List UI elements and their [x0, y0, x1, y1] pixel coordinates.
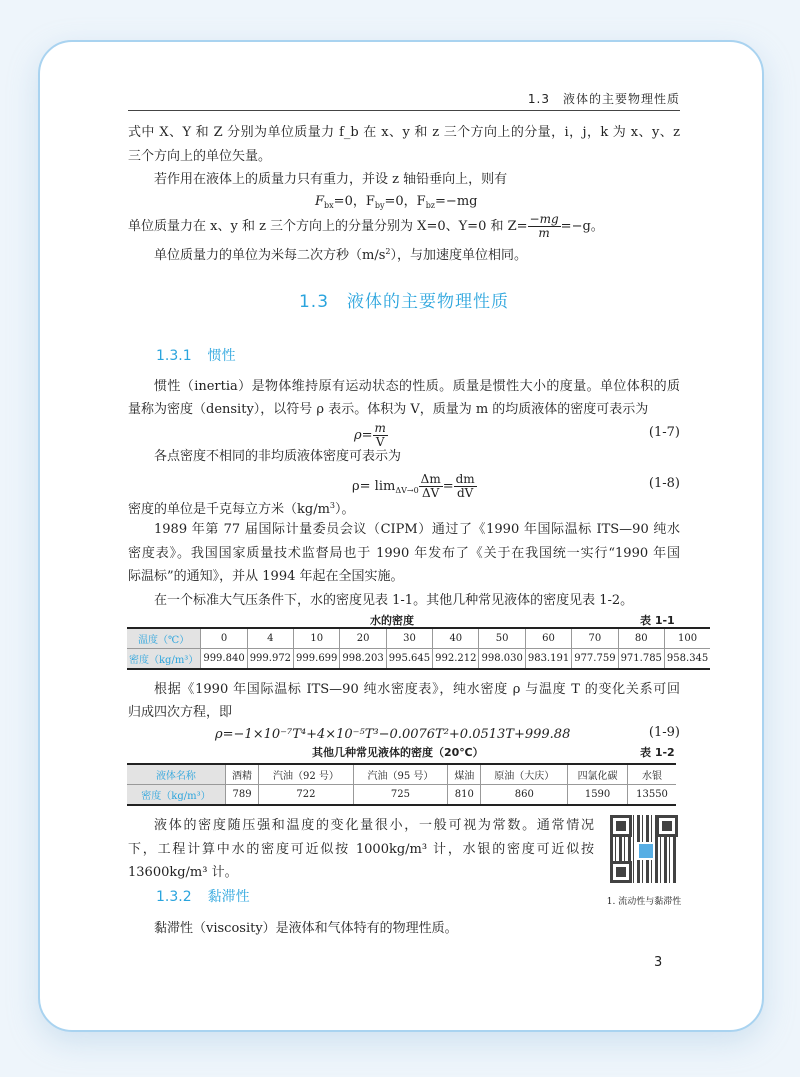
text-line: 密度表》。我国国家质量技术监督局也于 1990 年发布了《关于在我国统一实行“1990 年国: [128, 546, 680, 561]
row-header: 密度（kg/m³）: [127, 649, 201, 670]
qr-caption: 1. 流动性与黏滞性: [606, 897, 682, 907]
formula-part: bz: [425, 201, 436, 210]
subsection-number: 1.3.1: [156, 348, 192, 364]
superscript: 2: [385, 247, 391, 256]
text-part: 单位质量力在 x、y 和 z 三个方向上的分量分别为 X=0、Y=0 和 Z=: [128, 219, 528, 234]
table-cell: 999.840: [201, 649, 247, 670]
text-part: ），与加速度单位相同。: [390, 248, 527, 263]
table-cell: 860: [481, 785, 568, 806]
table-cell: 30: [386, 628, 432, 649]
text-line: 式中 X、Y 和 Z 分别为单位质量力 f_b 在 x、y 和 z 三个方向上的分量，i，j，k 为 x、y、z: [128, 125, 680, 140]
table-cell: 50: [479, 628, 525, 649]
formula-part: =0，F: [333, 194, 375, 209]
text-line: 在一个标准大气压条件下，水的密度见表 1-1。其他几种常见液体的密度见表 1-2。: [154, 593, 634, 608]
formula-part: =: [442, 479, 454, 494]
text-part: ）。: [335, 502, 355, 517]
text-part: 密度的单位是千克每立方米（kg/m: [128, 502, 330, 517]
table-1-1-title: 水的密度: [370, 614, 414, 627]
table-cell: 4: [247, 628, 293, 649]
table-cell: 958.345: [664, 649, 710, 670]
row-header: 温度（℃）: [127, 628, 201, 649]
liquid-density-table: [127, 763, 676, 806]
table-cell: 四氯化碳: [568, 764, 628, 785]
table-1-1-label: 表 1-1: [640, 614, 675, 627]
superscript: 3: [329, 501, 336, 510]
table-cell: 10: [294, 628, 340, 649]
table-cell: 水银: [628, 764, 676, 785]
text-line: 1989 年第 77 届国际计量委员会议（CIPM）通过了《1990 年国际温标 ITS—90 纯水: [154, 522, 680, 537]
text-line: 归成四次方程，即: [128, 705, 233, 720]
text-line: 三个方向上的单位矢量。: [128, 149, 272, 164]
table-cell: 40: [433, 628, 479, 649]
qr-logo-icon: [637, 842, 655, 860]
equation-number: (1-8): [648, 476, 680, 491]
table-cell: 789: [225, 785, 258, 806]
formula-part: =0，F: [384, 194, 426, 209]
text-line: 际温标”的通知》，并从 1994 年起在全国实施。: [128, 569, 404, 584]
running-header: 1.3 液体的主要物理性质: [527, 92, 680, 106]
text-line: 各点密度不相同的非均质液体密度可表示为: [154, 449, 402, 464]
subsection-title-inertia: [156, 345, 236, 365]
text-line: 量称为密度（density），以符号 ρ 表示。体积为 V，质量为 m 的均质液体的密度可表示为: [128, 402, 649, 417]
text-line: [128, 496, 680, 520]
table-cell: 60: [525, 628, 571, 649]
water-density-table: [127, 627, 710, 670]
text-line: 13600kg/m³ 计。: [128, 865, 238, 880]
section-title: 1.3 液体的主要物理性质: [298, 292, 510, 312]
table-cell: 971.785: [618, 649, 664, 670]
table-cell: 70: [572, 628, 618, 649]
table-cell: 汽油（92 号）: [259, 764, 353, 785]
formula-part: =−mg: [435, 194, 478, 209]
table-cell: 原油（大庆）: [481, 764, 568, 785]
row-header: 液体名称: [127, 764, 225, 785]
formula-part: bx: [324, 201, 334, 210]
numerator: −mg: [529, 212, 559, 226]
table-cell: 998.030: [479, 649, 525, 670]
table-cell: 992.212: [433, 649, 479, 670]
table-cell: 810: [448, 785, 481, 806]
table-1-2-title: 其他几种常见液体的密度（20℃）: [312, 746, 484, 759]
subsection-number: 1.3.2: [156, 889, 192, 905]
table-cell: 煤油: [448, 764, 481, 785]
table-cell: 酒精: [225, 764, 258, 785]
row-header: 密度（kg/m³）: [127, 785, 225, 806]
equation-number: (1-9): [648, 725, 680, 740]
formula-part: F: [315, 194, 325, 209]
fraction: [528, 213, 561, 240]
text-line: 若作用在液体上的质量力只有重力，并设 z 轴铅垂向上，则有: [154, 172, 508, 187]
text-line: 下，工程计算中水的密度可近似按 1000kg/m³ 计，水银的密度可近似按: [128, 842, 594, 857]
subsection-label: 黏滞性: [207, 889, 250, 905]
table-cell: 983.191: [525, 649, 571, 670]
formula-part: by: [374, 201, 385, 210]
qr-finder: [656, 815, 678, 837]
table-row: [127, 628, 710, 649]
qr-finder: [610, 815, 632, 837]
formula-part: ρ= lim: [352, 479, 396, 494]
subsection-label: 惯性: [207, 348, 236, 364]
text-line: [128, 213, 680, 240]
text-part: =−g。: [560, 219, 604, 234]
table-cell: 999.972: [247, 649, 293, 670]
text-line: 黏滞性（viscosity）是液体和气体特有的物理性质。: [154, 921, 458, 936]
numerator: dm: [455, 472, 475, 486]
denominator: V: [375, 435, 385, 449]
denominator: dV: [456, 486, 474, 500]
table-cell: 100: [664, 628, 710, 649]
denominator: ΔV: [422, 486, 440, 500]
qr-finder: [610, 861, 632, 883]
text-part: 单位质量力的单位为米每二次方秒（m/s: [154, 248, 386, 263]
qr-code[interactable]: [610, 815, 678, 883]
text-line: 惯性（inertia）是物体维持原有运动状态的性质。质量是惯性大小的度量。单位体积的质: [154, 379, 680, 394]
header-rule: [128, 110, 680, 111]
table-cell: 977.759: [572, 649, 618, 670]
table-cell: 999.699: [294, 649, 340, 670]
table-cell: 20: [340, 628, 386, 649]
numerator: m: [374, 421, 386, 435]
formula-1-7: [354, 422, 388, 449]
limit-subscript: ΔV→0: [395, 486, 419, 495]
subsection-title-viscosity: [156, 886, 250, 906]
table-row: [127, 764, 676, 785]
table-cell: 998.203: [340, 649, 386, 670]
denominator: m: [538, 226, 550, 240]
text-line: 根据《1990 年国际温标 ITS—90 纯水密度表》，纯水密度 ρ 与温度 T 的变化关系可回: [154, 682, 680, 697]
numerator: Δm: [420, 472, 441, 486]
formula-part: ρ=: [354, 428, 373, 443]
equation-number: (1-7): [648, 425, 680, 440]
table-cell: 1590: [568, 785, 628, 806]
table-1-2-label: 表 1-2: [640, 746, 675, 759]
table-row: [127, 649, 710, 670]
table-cell: 汽油（95 号）: [353, 764, 447, 785]
table-row: [127, 785, 676, 806]
page-number: 3: [654, 955, 663, 970]
table-cell: 995.645: [386, 649, 432, 670]
table-cell: 725: [353, 785, 447, 806]
table-cell: 80: [618, 628, 664, 649]
table-cell: 722: [259, 785, 353, 806]
formula-1-9: ρ=−1×10⁻⁷T⁴+4×10⁻⁵T³−0.0076T²+0.0513T+999.88: [215, 727, 571, 742]
table-cell: 13550: [628, 785, 676, 806]
text-line: [154, 242, 680, 266]
table-cell: 0: [201, 628, 247, 649]
fraction: [373, 422, 388, 449]
text-line: 液体的密度随压强和温度的变化量很小，一般可视为常数。通常情况: [154, 818, 594, 833]
